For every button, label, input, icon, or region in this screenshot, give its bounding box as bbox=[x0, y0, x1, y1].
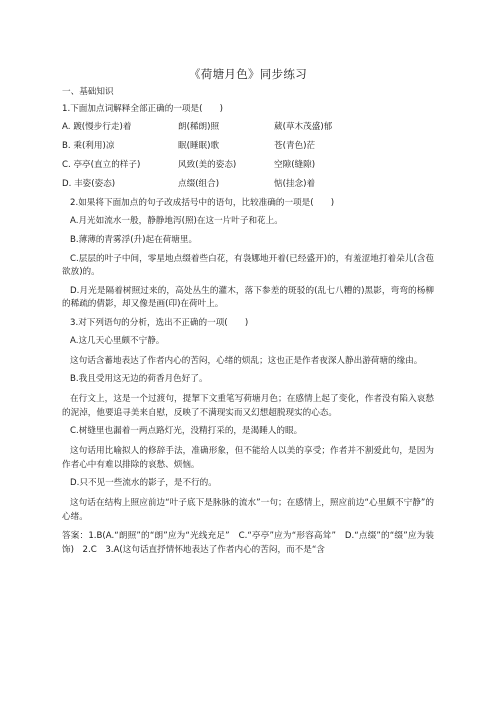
q3-analysis-d: 这句话在结构上照应前边“叶子底下是脉脉的流水”一句；在感情上，照应前边“心里颇不宁静”的心绪。 bbox=[62, 498, 434, 522]
q1-b-col3: 苍(青色)茫 bbox=[274, 141, 316, 151]
q1-option-d bbox=[62, 178, 434, 191]
q2-option-c: C.层层的叶子中间，零星地点缀着些白花，有袅娜地开着(已经盛开)的，有羞涩地打着朵儿(含苞欲放)的。 bbox=[62, 254, 434, 277]
question-2-stem: 2.如果将下面加点的句子改成括号中的语句，比较准确的一项是( ) bbox=[70, 198, 335, 208]
q3-sentence-d: D.只不见一些流水的影子，是不行的。 bbox=[70, 478, 217, 488]
q1-option-b bbox=[62, 140, 434, 153]
q3-sentence-b: B.我且受用这无边的荷香月色好了。 bbox=[70, 374, 208, 384]
question-1-stem: 1.下面加点词解释全部正确的一项是( ) bbox=[62, 104, 223, 114]
q1-d-col1: D. 丰姿(姿态) bbox=[62, 179, 116, 189]
section-heading: 一、基础知识 bbox=[62, 87, 114, 97]
q3-sentence-a: A.这几天心里颇不宁静。 bbox=[70, 336, 165, 346]
q1-a-col2: 朗(稀朗)照 bbox=[178, 122, 220, 132]
q3-analysis-b: 在行文上，这是一个过渡句，提挈下文重笔写荷塘月色；在感情上起了变化，作者没有陷入哀愁的泥淖，他要追寻美来自慰，反映了不满现实而又幻想超脱现实的心态。 bbox=[62, 394, 434, 418]
q1-c-col1: C. 亭亭(直立的样子) bbox=[62, 160, 141, 170]
question-3-stem: 3.对下列语句的分析，选出不正确的一项( ) bbox=[70, 318, 249, 328]
q1-a-col3: 葳(草木茂盛)郁 bbox=[274, 122, 333, 132]
q3-analysis-c: 这句话用比喻拟人的修辞手法，准确形象，但不能给人以美的享受；作者并不割爱此句，是因为作者心中有难以排除的哀愁、烦恼。 bbox=[62, 446, 434, 470]
q2-option-b: B.薄薄的青雾浮(升)起在荷塘里。 bbox=[70, 235, 198, 245]
q1-b-col1: B. 乘(利用)凉 bbox=[62, 141, 115, 151]
q2-option-a: A.月光如流水一般，静静地泻(照)在这一片叶子和花上。 bbox=[70, 216, 283, 226]
q1-c-col2: 风致(美的姿态) bbox=[178, 160, 237, 170]
answer-key: 答案：1.B(A.“朗照”的“朗”应为“光线充足” C.“亭亭”应为“形容高耸” D.“点缀”的“缀”应为装饰) 2.C 3.A(这句话直抒情怀地表达了作者内心的苦闷，而不是“含 bbox=[62, 531, 434, 555]
q1-d-col3: 惦(挂念)着 bbox=[274, 179, 316, 189]
q1-b-col2: 眠(睡眠)歌 bbox=[178, 141, 220, 151]
q1-option-a bbox=[62, 121, 434, 134]
q3-analysis-a: 这句话含蓄地表达了作者内心的苦闷，心绪的烦乱；这也正是作者夜深人静出游荷塘的缘由。 bbox=[70, 356, 423, 366]
q1-d-col2: 点缀(组合) bbox=[178, 179, 220, 189]
q1-c-col3: 空隙(缝隙) bbox=[274, 160, 316, 170]
page-title: 《荷塘月色》同步练习 bbox=[189, 67, 307, 81]
q3-sentence-c: C.树缝里也漏着一两点路灯光，没精打采的，是渴睡人的眼。 bbox=[70, 426, 303, 436]
q2-option-d: D.月光是隔着树照过来的，高处丛生的灌木，落下参差的斑驳的(乱七八糟的)黑影，弯弯的杨柳的稀疏的倩影，却又像是画(印)在荷叶上。 bbox=[62, 286, 434, 309]
q1-a-col1: A. 踱(慢步行走)着 bbox=[62, 122, 132, 132]
q1-option-c bbox=[62, 159, 434, 172]
